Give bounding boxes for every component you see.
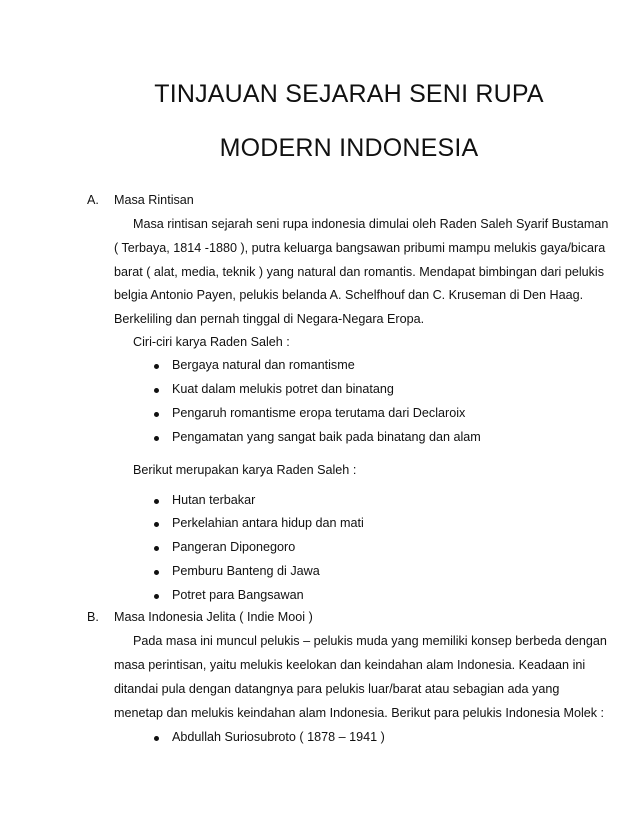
bullet-icon: [154, 412, 159, 417]
section-a-heading: Masa Rintisan: [114, 193, 194, 207]
karya-item: Perkelahian antara hidup dan mati: [172, 516, 364, 530]
section-a-paragraph-line: barat ( alat, media, teknik ) yang natural dan romantis. Mendapat bimbingan dari pelukis: [114, 265, 605, 279]
karya-intro: Berikut merupakan karya Raden Saleh :: [133, 463, 357, 477]
section-a-letter: A.: [87, 193, 99, 207]
section-a-paragraph-line: Berkeliling dan pernah tinggal di Negara-Negara Eropa.: [114, 312, 425, 326]
bullet-icon: [154, 436, 159, 441]
section-a-paragraph-line: ( Terbaya, 1814 -1880 ), putra keluarga bangsawan pribumi mampu melukis gaya/bicara: [114, 241, 606, 255]
ciri-item: Pengamatan yang sangat baik pada binatang dan alam: [172, 430, 481, 444]
karya-item: Potret para Bangsawan: [172, 588, 304, 602]
bullet-icon: [154, 499, 159, 504]
section-b-letter: B.: [87, 610, 99, 624]
section-a-paragraph-line: belgia Antonio Payen, pelukis belanda A. Schelfhouf dan C. Kruseman di Den Haag.: [114, 288, 584, 302]
bullet-icon: [154, 594, 159, 599]
section-b-paragraph-line: Pada masa ini muncul pelukis – pelukis muda yang memiliki konsep berbeda dengan: [133, 634, 607, 648]
bullet-icon: [154, 388, 159, 393]
pelukis-item: Abdullah Suriosubroto ( 1878 – 1941 ): [172, 730, 385, 744]
ciri-item: Bergaya natural dan romantisme: [172, 358, 355, 372]
section-b-paragraph-line: menetap dan melukis keindahan alam Indonesia. Berikut para pelukis Indonesia Molek :: [114, 706, 605, 720]
bullet-icon: [154, 546, 159, 551]
karya-item: Hutan terbakar: [172, 493, 256, 507]
section-b-paragraph-line: masa perintisan, yaitu melukis keelokan dan keindahan alam Indonesia. Keadaan ini: [114, 658, 586, 672]
bullet-icon: [154, 570, 159, 575]
bullet-icon: [154, 364, 159, 369]
ciri-item: Pengaruh romantisme eropa terutama dari Declaroix: [172, 406, 466, 420]
karya-item: Pangeran Diponegoro: [172, 540, 296, 554]
ciri-intro: Ciri-ciri karya Raden Saleh :: [133, 335, 290, 349]
document-title-line-2: MODERN INDONESIA: [219, 134, 479, 162]
section-b-paragraph-line: ditandai pula dengan datangnya para pelukis luar/barat atau sebagian ada yang: [114, 682, 560, 696]
karya-item: Pemburu Banteng di Jawa: [172, 564, 320, 578]
document-title-line-1: TINJAUAN SEJARAH SENI RUPA: [154, 80, 544, 108]
section-b-heading: Masa Indonesia Jelita ( Indie Mooi ): [114, 610, 313, 624]
ciri-item: Kuat dalam melukis potret dan binatang: [172, 382, 394, 396]
section-a-paragraph-line: Masa rintisan sejarah seni rupa indonesia dimulai oleh Raden Saleh Syarif Bustaman: [133, 217, 609, 231]
bullet-icon: [154, 736, 159, 741]
bullet-icon: [154, 522, 159, 527]
